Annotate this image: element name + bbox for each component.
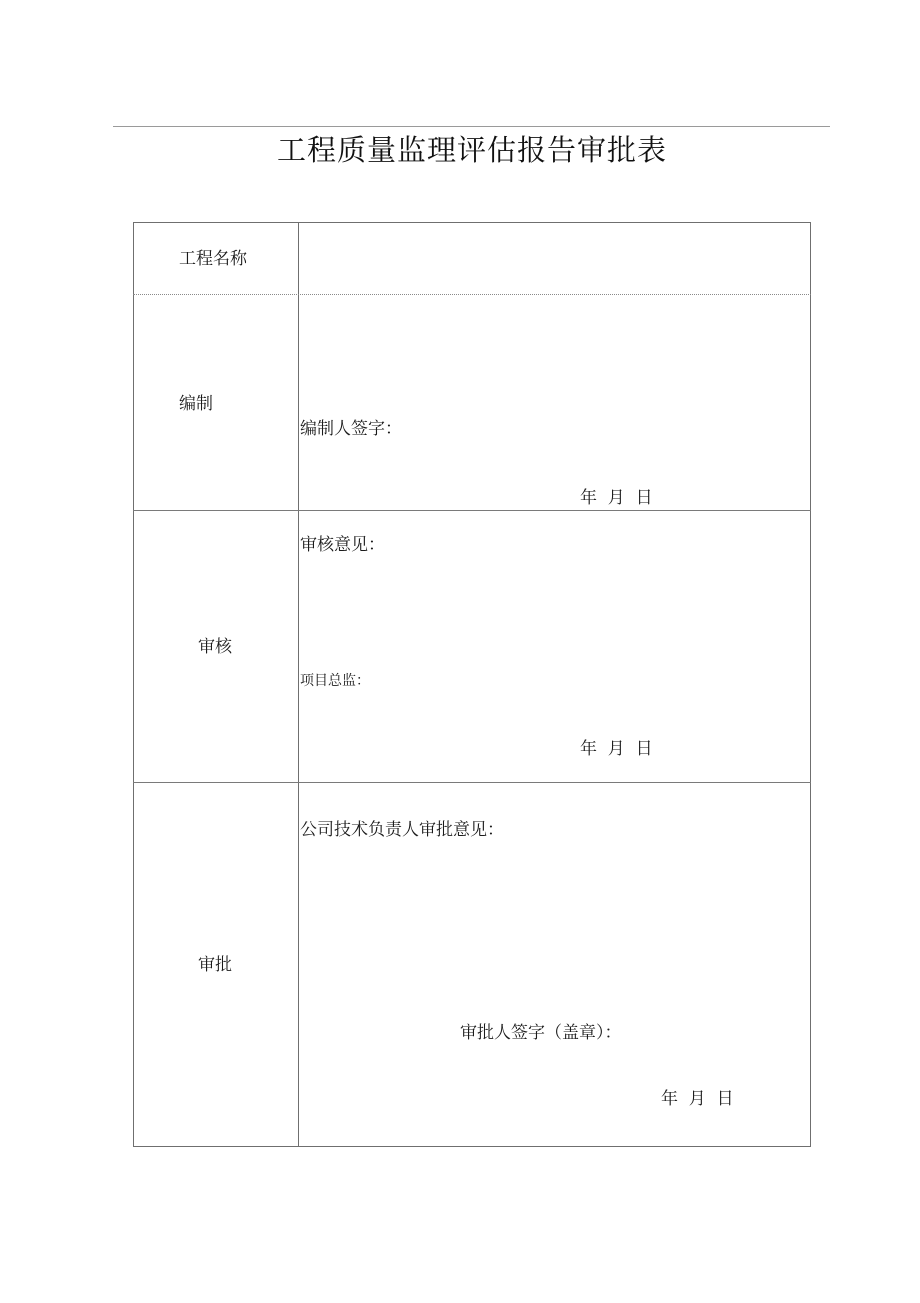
approve-label: 审批 [198, 955, 232, 975]
compile-date: 年 月 日 [580, 488, 653, 508]
review-date: 年 月 日 [580, 739, 653, 759]
document-title: 工程质量监理评估报告审批表 [276, 133, 667, 167]
approver-signature-label: 审批人签字（盖章）： [460, 1023, 622, 1043]
compiler-signature-label: 编制人签字： [300, 419, 402, 439]
project-name-label: 工程名称 [179, 249, 247, 269]
header-rule [113, 126, 830, 127]
column-divider [298, 222, 299, 1147]
row-divider [133, 510, 811, 511]
table-border [133, 222, 811, 1147]
compile-label: 编制 [179, 394, 213, 414]
review-opinion-label: 审核意见： [300, 535, 385, 555]
project-supervisor-label: 项目总监： [300, 673, 370, 689]
approval-opinion-label: 公司技术负责人审批意见： [300, 820, 504, 840]
approval-form-table [133, 222, 811, 1147]
row-divider [133, 782, 811, 783]
approve-date: 年 月 日 [661, 1089, 734, 1109]
review-label: 审核 [198, 637, 232, 657]
row-divider [133, 294, 811, 295]
